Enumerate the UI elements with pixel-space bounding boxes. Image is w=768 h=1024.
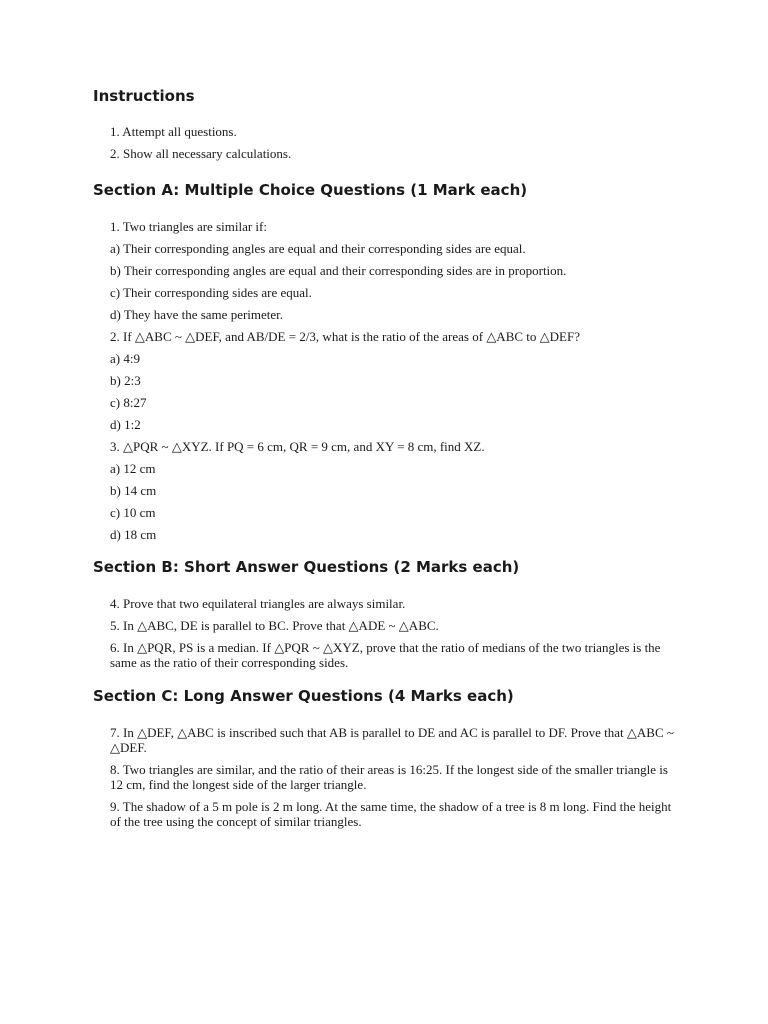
- question-line: 1. Two triangles are similar if:: [110, 219, 267, 234]
- question-line: 6. In △PQR, PS is a median. If △PQR ~ △XYZ, prove that the ratio of medians of the two triangles is the same as the ratio of their corresponding sides.: [110, 640, 661, 670]
- option-line: a) Their corresponding angles are equal and their corresponding sides are equal.: [110, 241, 526, 256]
- question-line: 5. In △ABC, DE is parallel to BC. Prove that △ADE ~ △ABC.: [110, 618, 439, 633]
- question-line: 8. Two triangles are similar, and the ratio of their areas is 16:25. If the longest side of the smaller triangle is 12 cm, find the longest side of the larger triangle.: [110, 762, 668, 792]
- question-line: 7. In △DEF, △ABC is inscribed such that AB is parallel to DE and AC is parallel to DF. Prove that △ABC ~ △DEF.: [110, 725, 674, 755]
- option-line: a) 12 cm: [110, 461, 156, 476]
- question-line: 2. If △ABC ~ △DEF, and AB/DE = 2/3, what is the ratio of the areas of △ABC to △DEF?: [110, 329, 580, 344]
- question-line: 3. △PQR ~ △XYZ. If PQ = 6 cm, QR = 9 cm, and XY = 8 cm, find XZ.: [110, 439, 485, 454]
- option-line: b) 2:3: [110, 373, 141, 388]
- instructions-list: [93, 124, 678, 161]
- worksheet: [93, 86, 678, 836]
- option-line: c) 10 cm: [110, 505, 156, 520]
- option-line: c) Their corresponding sides are equal.: [110, 285, 312, 300]
- option-line: d) 18 cm: [110, 527, 157, 542]
- option-line: a) 4:9: [110, 351, 140, 366]
- question-line: 9. The shadow of a 5 m pole is 2 m long. At the same time, the shadow of a tree is 8 m long. Find the height of the tree using the concept of similar triangles.: [110, 799, 672, 829]
- instruction-item: 1. Attempt all questions.: [110, 124, 237, 139]
- section-a-list: [93, 219, 678, 542]
- section-b-heading: Section B: Short Answer Questions (2 Marks each): [93, 558, 520, 576]
- instruction-item: 2. Show all necessary calculations.: [110, 146, 292, 161]
- option-line: d) They have the same perimeter.: [110, 307, 284, 322]
- section-a-heading: Section A: Multiple Choice Questions (1 Mark each): [93, 181, 528, 199]
- option-line: b) Their corresponding angles are equal and their corresponding sides are in proportion.: [110, 263, 567, 278]
- option-line: d) 1:2: [110, 417, 141, 432]
- option-line: b) 14 cm: [110, 483, 157, 498]
- instructions-heading: Instructions: [93, 87, 195, 105]
- option-line: c) 8:27: [110, 395, 147, 410]
- question-line: 4. Prove that two equilateral triangles are always similar.: [110, 596, 406, 611]
- section-b-list: [93, 596, 678, 670]
- section-c-list: [93, 725, 678, 829]
- section-c-heading: Section C: Long Answer Questions (4 Marks each): [93, 687, 514, 705]
